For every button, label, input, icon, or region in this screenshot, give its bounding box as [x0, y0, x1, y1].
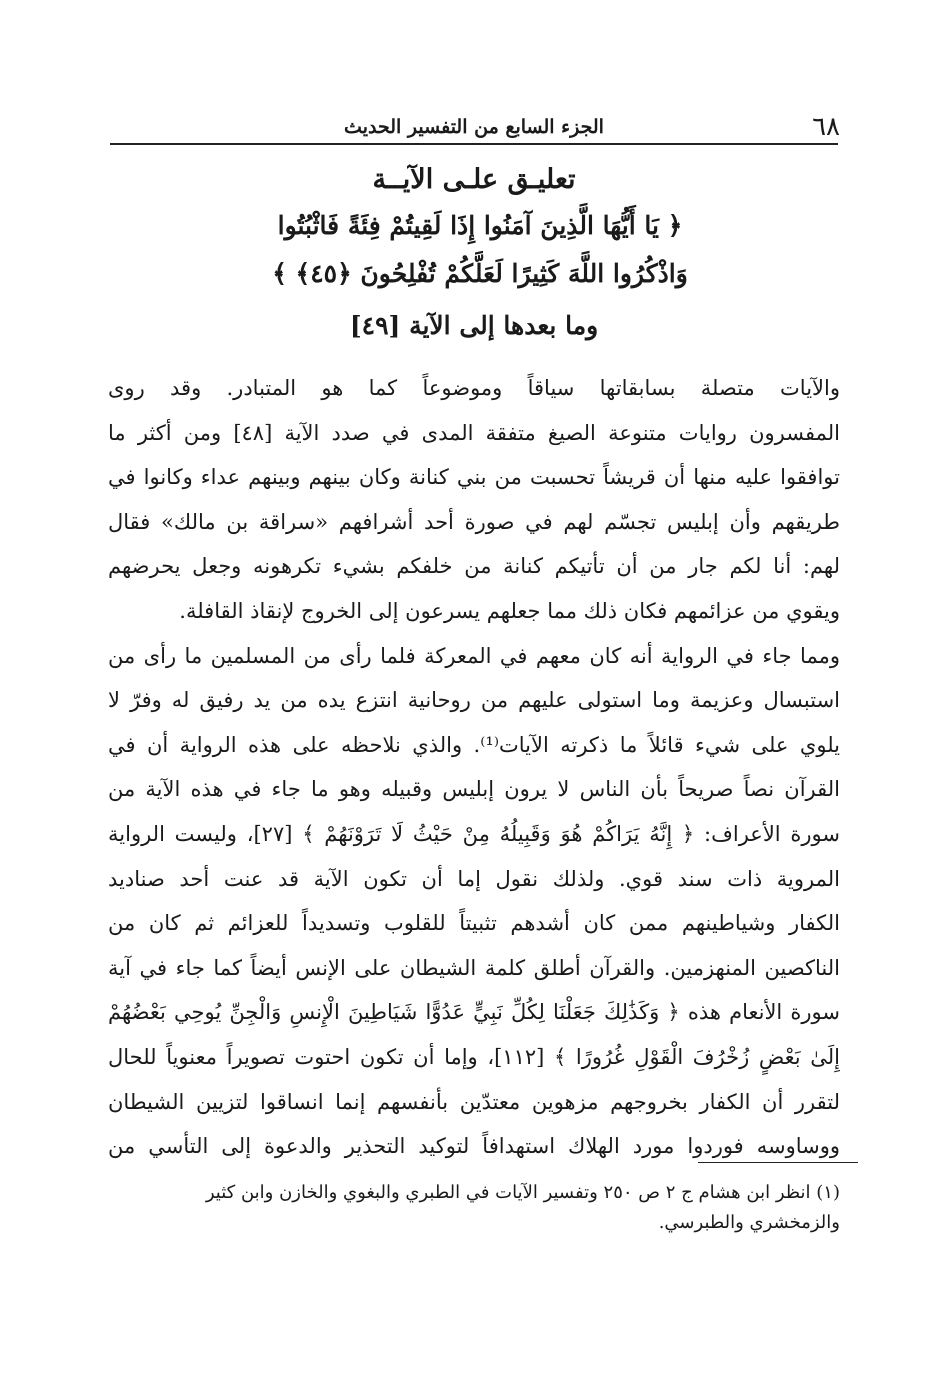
body-line: القرآن نصاً صريحاً بأن الناس لا يرون إبليس وقبيله وهو ما جاء في هذه الآية من — [108, 777, 840, 802]
body-line: لتقرر أن الكفار بخروجهم مزهوين معتدّين بأنفسهم إنما انساقوا لتزيين الشيطان — [108, 1089, 840, 1114]
section-subtitle: وما بعدها إلى الآية [٤٩] — [349, 311, 599, 340]
footnote-line: (١) انظر ابن هشام ج ٢ ص ٢٥٠ وتفسير الآيات في الطبري والبغوي والخازن وابن كثير — [205, 1182, 840, 1203]
header-rule — [110, 143, 838, 145]
body-line: سورة الأنعام هذه ﴿ وَكَذَٰلِكَ جَعَلْنَا لِكُلِّ نَبِيٍّ عَدُوًّا شَيَاطِينَ الْإِنسِ وَالْجِنِّ يُوحِي بَعْضُهُمْ — [108, 1000, 840, 1025]
running-header — [108, 112, 840, 142]
body-line: ووساوسه فوردوا مورد الهلاك استهدافاً لتوكيد التحذير والدعوة إلى التأسي من — [108, 1134, 840, 1159]
body-line: يلوي على شيء قائلاً ما ذكرته الآيات⁽¹⁾. والذي نلاحظه على هذه الرواية أن في — [108, 732, 840, 757]
footnote-line: والزمخشري والطبرسي. — [658, 1212, 840, 1233]
footnote-rule — [698, 1162, 858, 1163]
body-line: إِلَىٰ بَعْضٍ زُخْرُفَ الْقَوْلِ غُرُورًا ﴾ [١١٢]، وإما أن تكون احتوت تصويراً معنوياً للحال — [108, 1044, 840, 1069]
quran-verse — [200, 202, 760, 298]
body-line: الكفار وشياطينهم ممن كان أشدهم تثبيتاً للقلوب وتسديداً للعزائم ثم كان من — [108, 911, 840, 936]
page-number: ٦٨ — [812, 112, 840, 142]
body-line: لهم: أنا لكم جار من أن تأتيكم كنانة من خلفكم بشيء تكرهونه وجعل يحرضهم — [108, 554, 840, 579]
body-line: المفسرون روايات متنوعة الصيغ متفقة المدى في صدد الآية [٤٨] ومن أكثر ما — [108, 420, 840, 445]
body-text — [108, 366, 840, 1169]
footnotes — [108, 1178, 840, 1238]
body-line: طريقهم وأن إبليس تجسّم لهم في صورة أحد أشرافهم «سراقة بن مالك» فقال — [108, 509, 840, 534]
running-title: الجزء السابع من التفسير الحديث — [344, 116, 604, 138]
body-line: ويقوي من عزائمهم فكان ذلك مما جعلهم يسرعون إلى الخروج لإنقاذ القافلة. — [179, 598, 840, 623]
verse-line-1: ﴿ يَا أَيُّهَا الَّذِينَ آمَنُوا إِذَا لَقِيتُمْ فِئَةً فَاثْبُتُوا — [277, 211, 683, 240]
body-line: توافقوا عليه منها أن قريشاً تحسبت من بني كنانة وكان بينهم وبينهم عداء وكانوا في — [108, 465, 840, 490]
verse-line-2: وَاذْكُرُوا اللَّهَ كَثِيرًا لَعَلَّكُمْ تُفْلِحُونَ ﴿٤٥﴾ ﴾ — [272, 259, 688, 288]
body-line: استبسال وعزيمة وما استولى عليهم من روحانية انتزع يده من يد رفيق له وفرّ لا — [108, 688, 840, 713]
body-line: الناكصين المنهزمين. والقرآن أطلق كلمة الشيطان على الإنس أيضاً كما جاء في آية — [108, 955, 840, 980]
body-line: سورة الأعراف: ﴿ إِنَّهُ يَرَاكُمْ هُوَ وَقَبِيلُهُ مِنْ حَيْثُ لَا تَرَوْنَهُمْ ﴾ [٢٧]، وليست الرواية — [108, 821, 840, 846]
body-line: والآيات متصلة بسابقاتها سياقاً وموضوعاً كما هو المتبادر. وقد روى — [108, 376, 840, 400]
body-line: المروية ذات سند قوي. ولذلك نقول إما أن تكون الآية قد عنت أحد صناديد — [108, 866, 840, 891]
body-line: ومما جاء في الرواية أنه كان معهم في المعركة فلما رأى من المسلمين ما رأى من — [108, 643, 840, 668]
section-title: تعليـق علـى الآيــة — [372, 164, 576, 195]
